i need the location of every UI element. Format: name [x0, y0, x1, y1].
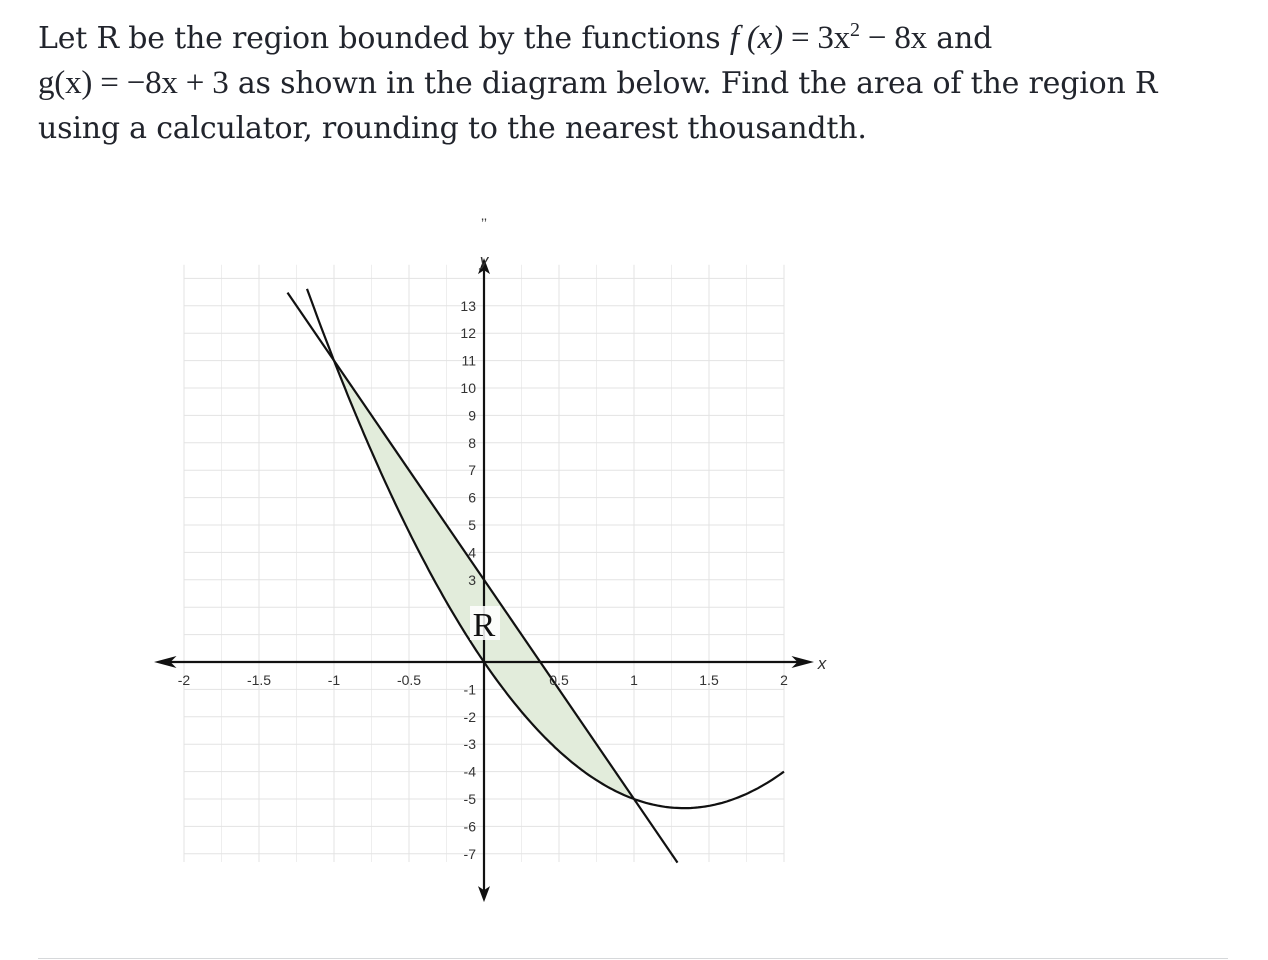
y-tick-label: 12 — [460, 325, 476, 342]
y-tick-label: 6 — [468, 489, 476, 506]
x-tick-label: -1 — [327, 672, 341, 688]
f-lhs: f (x) — [729, 20, 783, 56]
y-tick-label: -5 — [463, 791, 476, 807]
y-tick-label: 9 — [468, 407, 476, 424]
y-tick-label: 10 — [460, 380, 476, 396]
y-tick-label: -3 — [463, 736, 476, 753]
problem-text-2: and — [926, 21, 993, 56]
f-tail: − 8x — [859, 20, 927, 56]
y-tick-label: -1 — [463, 681, 476, 698]
y-tick-label: -2 — [463, 708, 476, 725]
y-tick-label: 5 — [468, 517, 476, 533]
x-tick-label: -0.5 — [396, 672, 422, 688]
top-mark: ’’ — [481, 215, 487, 231]
y-tick-label: -4 — [463, 763, 476, 780]
y-tick-label: 7 — [468, 462, 476, 479]
y-tick-label: 13 — [460, 297, 476, 314]
x-tick-label: 1.5 — [699, 672, 719, 688]
x-tick-label: -1.5 — [246, 672, 272, 688]
x-tick-label: 2 — [780, 672, 788, 688]
y-tick-label: -7 — [463, 845, 476, 862]
problem-text-1: Let R be the region bounded by the functions — [38, 21, 730, 56]
y-tick-label: -6 — [463, 818, 476, 835]
region-label: R — [472, 607, 496, 644]
x-axis-label: x — [817, 654, 827, 673]
f-rhs: = 3x — [790, 20, 851, 56]
x-tick-label: 1 — [630, 672, 638, 688]
x-tick-label: 0.5 — [549, 672, 569, 688]
g-definition: g(x) = −8x + 3 — [38, 65, 229, 101]
y-tick-label: 4 — [468, 544, 476, 561]
problem-text-3: as shown in the diagram below. Find the area of the region R using a calculator, rounding to the nearest thousandth. — [38, 66, 1158, 146]
y-axis-label: y — [479, 251, 489, 270]
bottom-divider — [38, 958, 1228, 959]
y-tick-label: 11 — [461, 352, 476, 369]
y-tick-label: 3 — [468, 571, 476, 588]
x-tick-label: -2 — [177, 672, 191, 688]
y-tick-label: 8 — [468, 434, 476, 451]
f-exponent: 2 — [850, 19, 860, 41]
line-g — [288, 293, 678, 863]
